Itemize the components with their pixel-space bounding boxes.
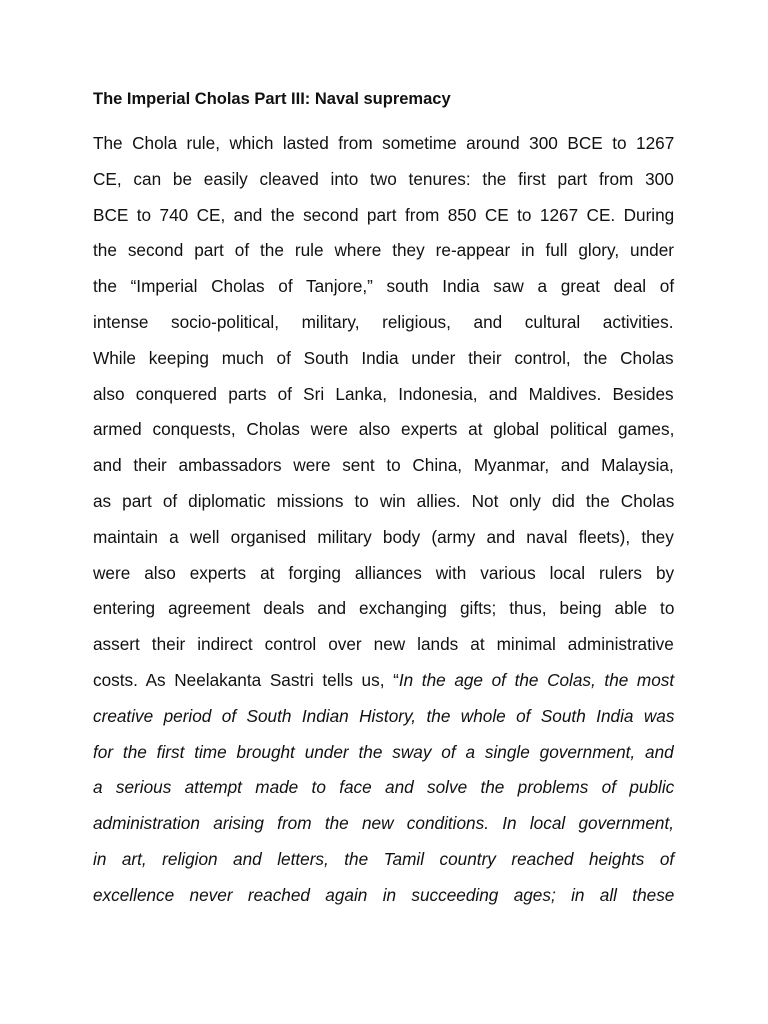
text-line [93, 377, 674, 413]
italic-quote-text: administration arising from the new conditions. In local government, [93, 813, 675, 834]
body-text-segment: as part of diplomatic missions to win allies. Not only did the Cholas [93, 490, 675, 511]
body-text-segment: intense socio-political, military, religious, and cultural activities. [93, 311, 674, 332]
body-text-segment: costs. As Neelakanta Sastri tells us, “ [93, 669, 399, 690]
body-text-segment: The Chola rule, which lasted from sometime around 300 BCE to 1267 [93, 133, 675, 153]
body-text-segment: armed conquests, Cholas were also experts at global political games, [93, 419, 675, 440]
text-line [93, 269, 674, 305]
text-line [93, 126, 674, 162]
text-line [93, 806, 674, 842]
text-line [93, 412, 674, 448]
body-text-segment: and their ambassadors were sent to China, Myanmar, and Malaysia, [93, 455, 674, 476]
text-line [93, 198, 674, 234]
body-text-segment: the “Imperial Cholas of Tanjore,” south India saw a great deal of [93, 276, 675, 297]
body-text-segment: were also experts at forging alliances with various local rulers by [93, 562, 675, 583]
body-text-segment: assert their indirect control over new lands at minimal administrative [93, 634, 674, 655]
text-line [93, 448, 674, 484]
text-line [93, 770, 674, 806]
body-text-segment: BCE to 740 CE, and the second part from 850 CE to 1267 CE. During [93, 204, 675, 225]
text-line [93, 556, 674, 592]
text-line [93, 484, 674, 520]
text-line [93, 520, 674, 556]
italic-quote-text: In the age of the Colas, the most [398, 669, 675, 690]
body-text-segment: also conquered parts of Sri Lanka, Indonesia, and Maldives. Besides [93, 383, 674, 404]
text-line [93, 735, 674, 771]
text-line [93, 162, 674, 198]
italic-quote-text: a serious attempt made to face and solve the problems of public [93, 777, 675, 798]
italic-quote-text: creative period of South Indian History, the whole of South India was [93, 705, 675, 726]
body-text-segment: CE, can be easily cleaved into two tenures: the first part from 300 [93, 168, 674, 189]
text-line [93, 699, 674, 735]
italic-quote-text: excellence never reached again in succeeding ages; in all these [93, 884, 675, 905]
text-line [93, 305, 674, 341]
body-text-segment: While keeping much of South India under their control, the Cholas [93, 347, 674, 368]
italic-quote-text: in art, religion and letters, the Tamil country reached heights of [93, 848, 675, 869]
text-line [93, 842, 674, 878]
body-paragraph [93, 126, 674, 914]
document-title: The Imperial Cholas Part III: Naval supremacy [93, 90, 451, 108]
italic-quote-text: for the first time brought under the sway of a single government, and [93, 741, 674, 762]
body-text-segment: maintain a well organised military body (army and naval fleets), they [93, 526, 674, 547]
text-line [93, 233, 674, 269]
text-line [93, 341, 674, 377]
text-line [93, 663, 674, 699]
text-line [93, 591, 674, 627]
body-text-segment: entering agreement deals and exchanging gifts; thus, being able to [93, 598, 675, 619]
text-line [93, 878, 674, 914]
body-text-segment: the second part of the rule where they re-appear in full glory, under [93, 240, 675, 261]
text-line [93, 627, 674, 663]
